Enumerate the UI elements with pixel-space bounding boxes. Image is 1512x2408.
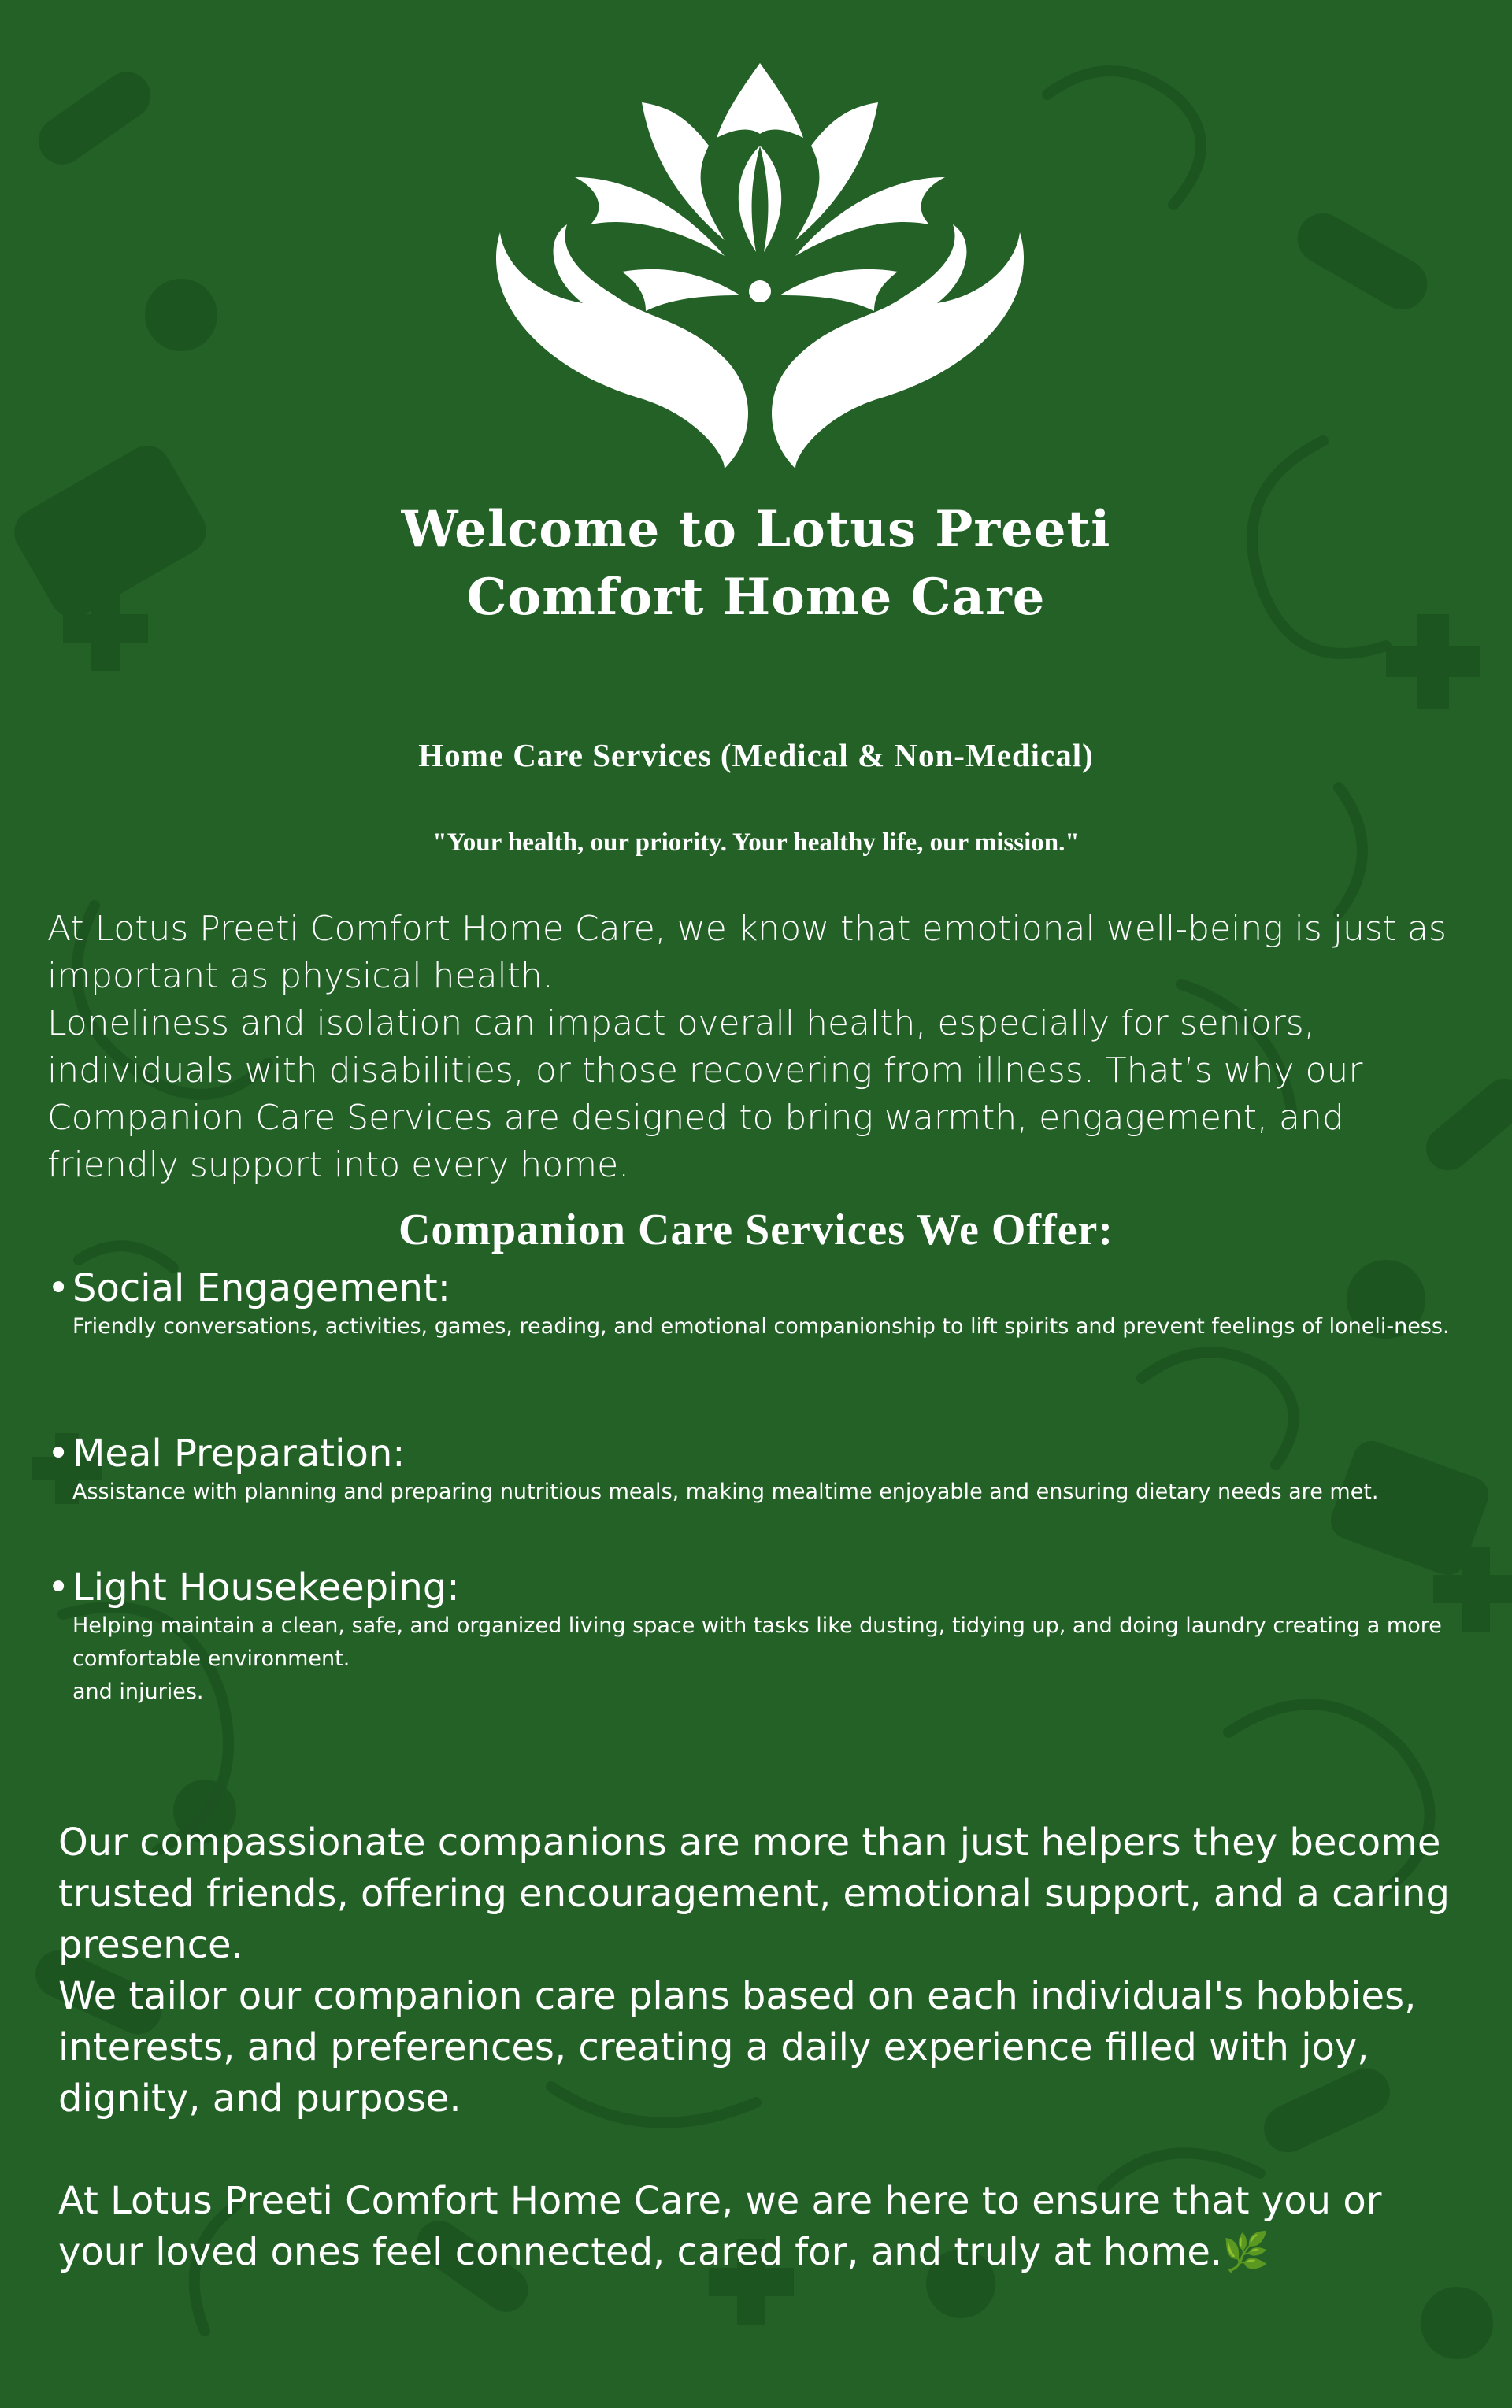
tagline: "Your health, our priority. Your healthy life, our mission."	[432, 828, 1080, 857]
service-item-light-housekeeping	[47, 1565, 1465, 1709]
service-description: Friendly conversations, activities, games, reading, and emotional companionship to lift spirits and prevent feelings of loneli-ness.	[72, 1314, 1450, 1339]
service-title: Social Engagement:	[72, 1266, 450, 1310]
welcome-line-1: Welcome to Lotus Preeti	[401, 500, 1111, 559]
lotus-hands-icon	[488, 59, 1032, 469]
bullet-icon: •	[47, 1432, 70, 1476]
welcome-line-2: Comfort Home Care	[466, 568, 1046, 627]
service-item-social-engagement	[47, 1266, 1465, 1343]
services-heading: Home Care Services (Medical & Non-Medical)	[418, 737, 1094, 773]
bullet-icon: •	[47, 1266, 70, 1310]
service-description: Assistance with planning and preparing nutritious meals, making mealtime enjoyable and ensuring dietary needs are met.	[72, 1480, 1379, 1504]
closing-paragraph-3: At Lotus Preeti Comfort Home Care, we are here to ensure that you or your loved ones feel connected, cared for, and truly at home.🌿	[58, 2179, 1382, 2274]
intro-text	[47, 906, 1480, 1189]
service-title: Meal Preparation:	[72, 1432, 406, 1476]
service-item-meal-preparation	[47, 1432, 1465, 1509]
service-description-extra: and injuries.	[72, 1680, 204, 1704]
service-title: Light Housekeeping:	[72, 1565, 460, 1610]
service-description: Helping maintain a clean, safe, and organized living space with tasks like dusting, tidying up, and doing laundry creating a more comfortable environment.	[72, 1613, 1442, 1671]
closing-paragraph-2: We tailor our companion care plans based on each individual's hobbies, interests, and preferences, creating a daily experience filled with joy, dignity, and purpose.	[58, 1974, 1417, 2121]
intro-paragraph-2: Loneliness and isolation can impact overall health, especially for seniors, individuals with disabilities, or those recovering from illness. That’s why our Companion Care Services are designed to bring warmth, engagement, and friendly support into every home.	[47, 1003, 1363, 1185]
intro-paragraph-1: At Lotus Preeti Comfort Home Care, we know that emotional well-being is just as important as physical health.	[47, 909, 1447, 996]
closing-paragraph-1: Our compassionate companions are more than just helpers they become trusted friends, offering encouragement, emotional support, and a caring presence.	[58, 1821, 1450, 1967]
closing-text	[58, 1817, 1476, 2278]
offer-heading: Companion Care Services We Offer:	[398, 1206, 1114, 1254]
welcome-title	[0, 496, 1512, 632]
bullet-icon: •	[47, 1565, 70, 1610]
